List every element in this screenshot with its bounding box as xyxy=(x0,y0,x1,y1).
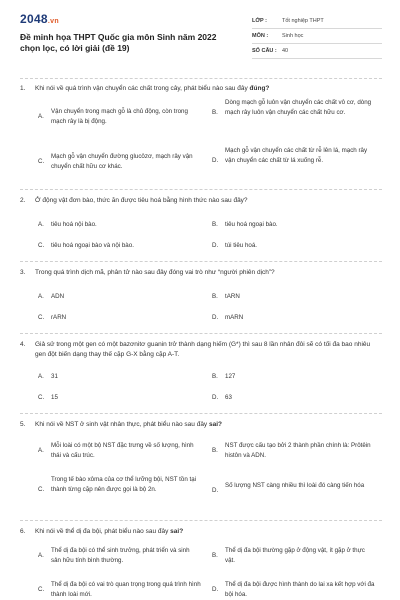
meta-info xyxy=(252,14,382,59)
question-number: 6. xyxy=(20,528,26,535)
divider xyxy=(20,261,382,262)
meta-row-count: SỐ CÂU : 40 xyxy=(252,44,382,59)
question-text: Khi nói về NST ở sinh vật nhân thực, phát biểu nào sau đây sai? xyxy=(35,421,223,428)
divider xyxy=(20,413,382,414)
site-logo[interactable]: 2048.vn xyxy=(20,12,59,26)
divider xyxy=(20,78,382,79)
question-text: Giả sử trong một gen có một bazơnitơ guanin trở thành dạng hiếm (G*) thì sau 8 lần nhân đôi sẽ có tối đa bao nhiêu gen đột biến dạng thay thế cặp G-X bằng cặp A-T. xyxy=(35,341,371,358)
question-number: 1. xyxy=(20,85,26,92)
divider xyxy=(20,189,382,190)
divider xyxy=(20,520,382,521)
meta-row-class: LỚP : Tốt nghiệp THPT xyxy=(252,14,382,29)
question-number: 2. xyxy=(20,197,26,204)
question-text: Khi nói về quá trình vận chuyển các chất trong cây, phát biểu nào sau đây đúng? xyxy=(35,85,270,92)
question-number: 5. xyxy=(20,421,26,428)
page-title: Đề minh họa THPT Quốc gia môn Sinh năm 2022 chọn lọc, có lời giải (đề 19) xyxy=(20,32,217,53)
question-text: Ở động vật đơn bào, thức ăn được tiêu hoá bằng hình thức nào sau đây? xyxy=(35,197,248,204)
question-text: Khi nói về thể dị đa bội, phát biểu nào sau đây sai? xyxy=(35,528,184,535)
divider xyxy=(20,333,382,334)
question-text: Trong quá trình dịch mã, phân tử nào sau đây đóng vai trò như “người phiên dịch”? xyxy=(35,269,275,276)
question-number: 4. xyxy=(20,341,26,348)
meta-row-subject: MÔN : Sinh học xyxy=(252,29,382,44)
document-header xyxy=(20,12,382,72)
question-number: 3. xyxy=(20,269,26,276)
